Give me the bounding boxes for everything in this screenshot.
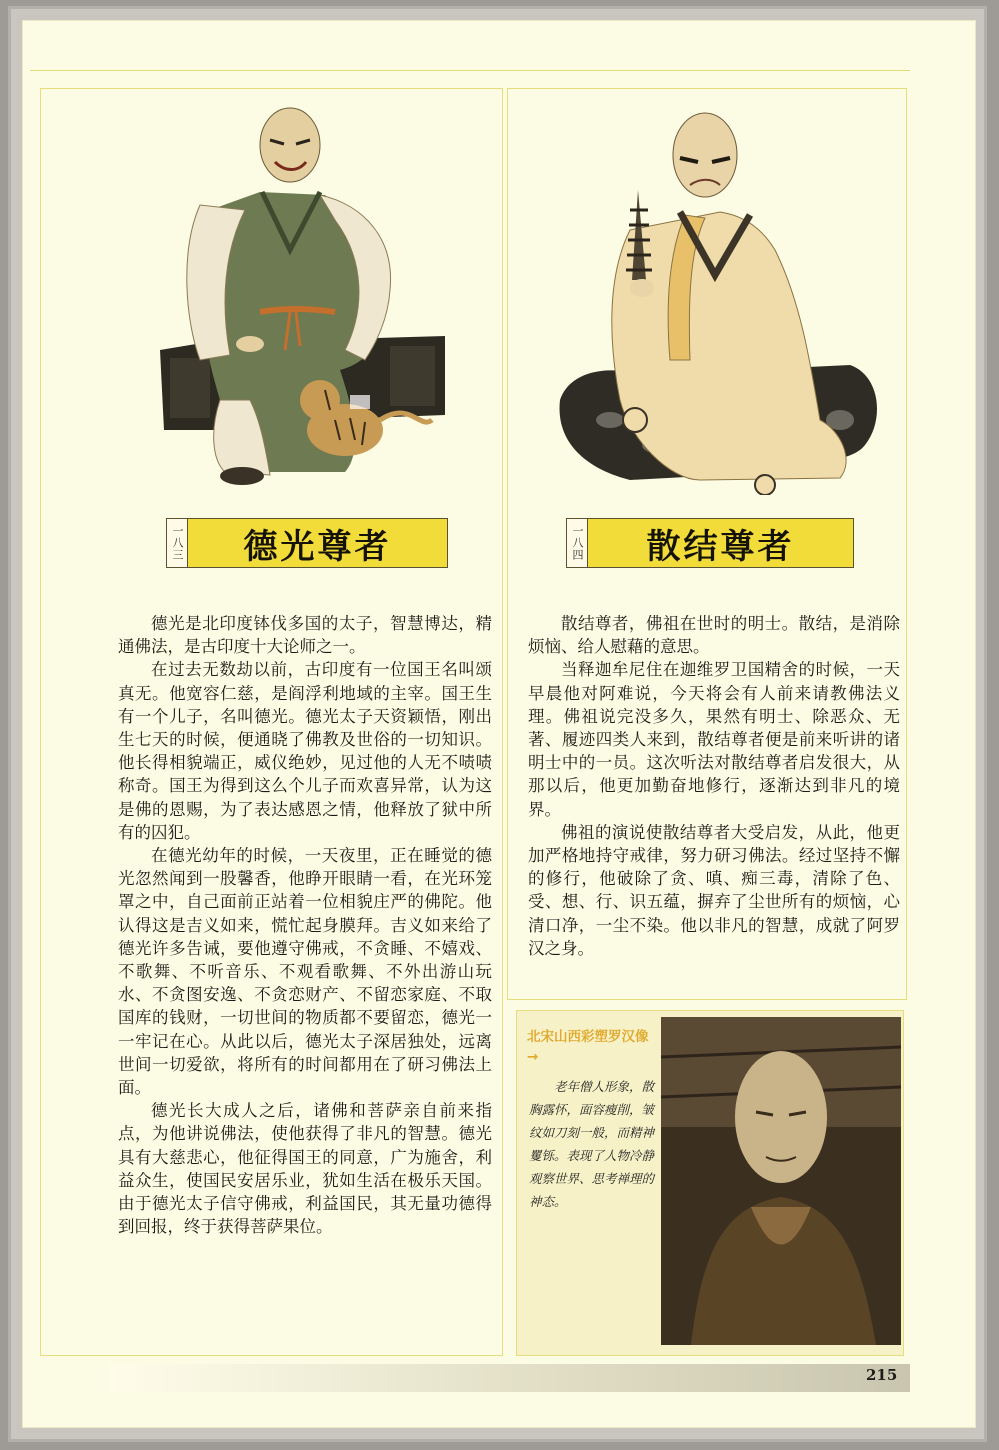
deguang-arhat-illustration (150, 100, 460, 495)
bench-panel-right (390, 346, 435, 406)
right-paragraph: 当释迦牟尼住在迦维罗卫国精舍的时候，一天早晨他对阿难说，今天将会有人前来请教佛法义理。佛祖说完没多久，果然有明士、除恶众、无著、履迹四类人来到，散结尊者便是前来听讲的诸明士中的一员。这次听法对散结尊者启发很大，从那以后，他更加勤奋地修行，逐渐达到非凡的境界。 (528, 660, 900, 819)
hand (630, 279, 654, 297)
left-paragraph: 在德光幼年的时候，一天夜里，正在睡觉的德光忽然闻到一股馨香，他睁开眼睛一看，在光环笼罩之中，自己面前正站着一位相貌庄严的佛陀。他认得这是吉义如来，慌忙起身膜拜。吉义如来给了德光许多告诫，要他遵守佛戒，不贪睡、不嬉戏、不歌舞、不听音乐、不观看歌舞、不外出游山玩水、不贪图安逸、不贪恋财产、不留恋家庭、不取国库的钱财，一切世间的物质都不要留恋，德光一一牢记在心。从此以后，德光太子深居独处，远离世间一切爱欲，将所有的时间都用在了研习佛法上面。 (118, 846, 492, 1098)
page-number: 215 (866, 1366, 898, 1384)
photo-caption-body: 老年僧人形象，散胸露怀，面容瘦削，皱纹如刀刻一般，而精神矍铄。表现了人物冷静观察世界、思考禅理的神态。 (529, 1079, 655, 1209)
head (673, 113, 737, 197)
top-rule (30, 70, 910, 71)
bench-panel (170, 358, 210, 418)
left-title-plate (166, 518, 448, 568)
right-title-plate (566, 518, 854, 568)
left-body (118, 612, 492, 1238)
left-section-number: 一八三 (167, 519, 188, 567)
right-paragraph: 佛祖的演说使散结尊者大受启发，从此，他更加严格地持守戒律，努力研习佛法。经过坚持不懈的修行，他破除了贪、嗔、痴三毒，清除了色、受、想、行、识五蕴，摒弃了尘世所有的烦恼，心清口净，一尘不染。他以非凡的智慧，成就了阿罗汉之身。 (528, 822, 900, 958)
left-title: 德光尊者 (188, 519, 447, 567)
right-section-number: 一八四 (567, 519, 588, 567)
sash (260, 309, 335, 312)
hand (236, 336, 264, 352)
left-paragraph: 德光是北印度钵伐多国的太子，智慧博达，精通佛法，是古印度十大论师之一。 (118, 614, 492, 657)
footer-bar (110, 1364, 910, 1392)
right-body (528, 612, 900, 960)
sculpture-photo (661, 1017, 901, 1345)
right-title: 散结尊者 (588, 519, 853, 567)
photo-caption-title: 北宋山西彩塑罗汉像 → (527, 1029, 649, 1065)
shoe (220, 467, 264, 485)
sanjie-arhat-illustration (550, 100, 890, 495)
left-paragraph: 德光长大成人之后，诸佛和菩萨亲自前来指点，为他讲说佛法，使他获得了非凡的智慧。德光具有大慈悲心，他征得国王的同意，广为施舍，利益众生，使国民安居乐业，犹如生活在极乐天国。由于德光太子信守佛戒，利益国民，其无量功德得到回报，终于获得菩萨果位。 (118, 1101, 492, 1237)
sculpture-head (735, 1051, 827, 1183)
left-paragraph: 在过去无数劫以前，古印度有一位国王名叫颂真无。他宽容仁慈，是阎浮利地域的主宰。国王生有一个儿子，名叫德光。德光太子天资颖悟，刚出生七天的时候，便通晓了佛教及世俗的一切知识。他长得相貌端正，威仪绝妙，见过他的人无不啧啧称奇。国王为得到这么个儿子而欢喜异常，认为这是佛的恩赐，为了表达感恩之情，他释放了狱中所有的囚犯。 (118, 660, 492, 842)
right-paragraph: 散结尊者，佛祖在世时的明士。散结，是消除烦恼、给人慰藉的意思。 (528, 614, 900, 657)
photo-inset (516, 1010, 904, 1356)
foot (623, 408, 647, 432)
